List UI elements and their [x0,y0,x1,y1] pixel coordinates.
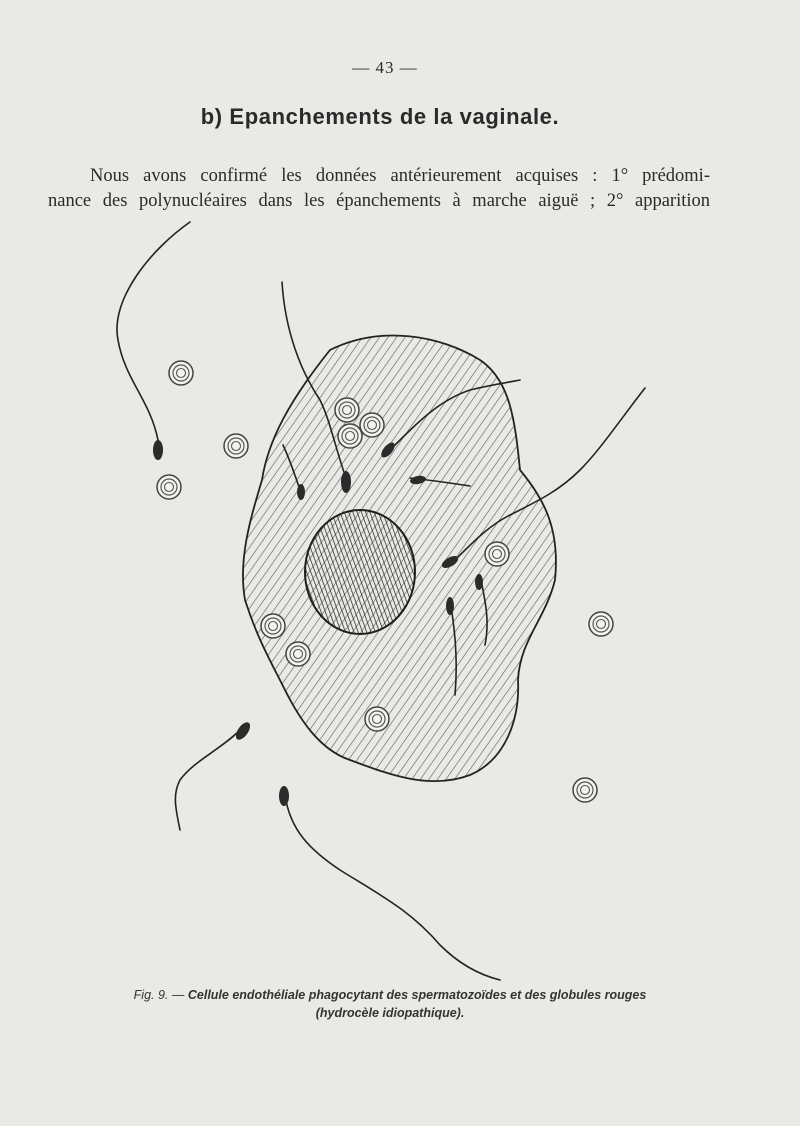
red-blood-cell [338,424,362,448]
red-blood-cell [224,434,248,458]
red-blood-cell [261,614,285,638]
paragraph-line-1: Nous avons confirmé les données antérieurement acquises : 1° prédomi- [90,166,710,186]
red-blood-cell [169,361,193,385]
figure-label: Fig. 9. — [133,988,185,1002]
section-heading: b) Epanchements de la vaginale. [200,104,560,129]
caption-line-2: (hydrocèle idiopathique). [315,1006,465,1020]
figure-caption [110,986,670,1022]
figure-illustration [0,210,800,990]
nucleus [305,510,415,634]
red-blood-cell [335,398,359,422]
caption-line-1: Cellule endothéliale phagocytant des spermatozoïdes et des globules rouges [187,988,647,1002]
red-blood-cell [360,413,384,437]
page-number: — 43 — [352,58,418,77]
body-paragraph [48,164,710,214]
red-blood-cell [589,612,613,636]
red-blood-cell [157,475,181,499]
paragraph-line-2: nance des polynucléaires dans les épanchements à marche aiguë ; 2° apparition [48,191,710,211]
red-blood-cell [573,778,597,802]
red-blood-cell [485,542,509,566]
red-blood-cell [365,707,389,731]
red-blood-cell [286,642,310,666]
